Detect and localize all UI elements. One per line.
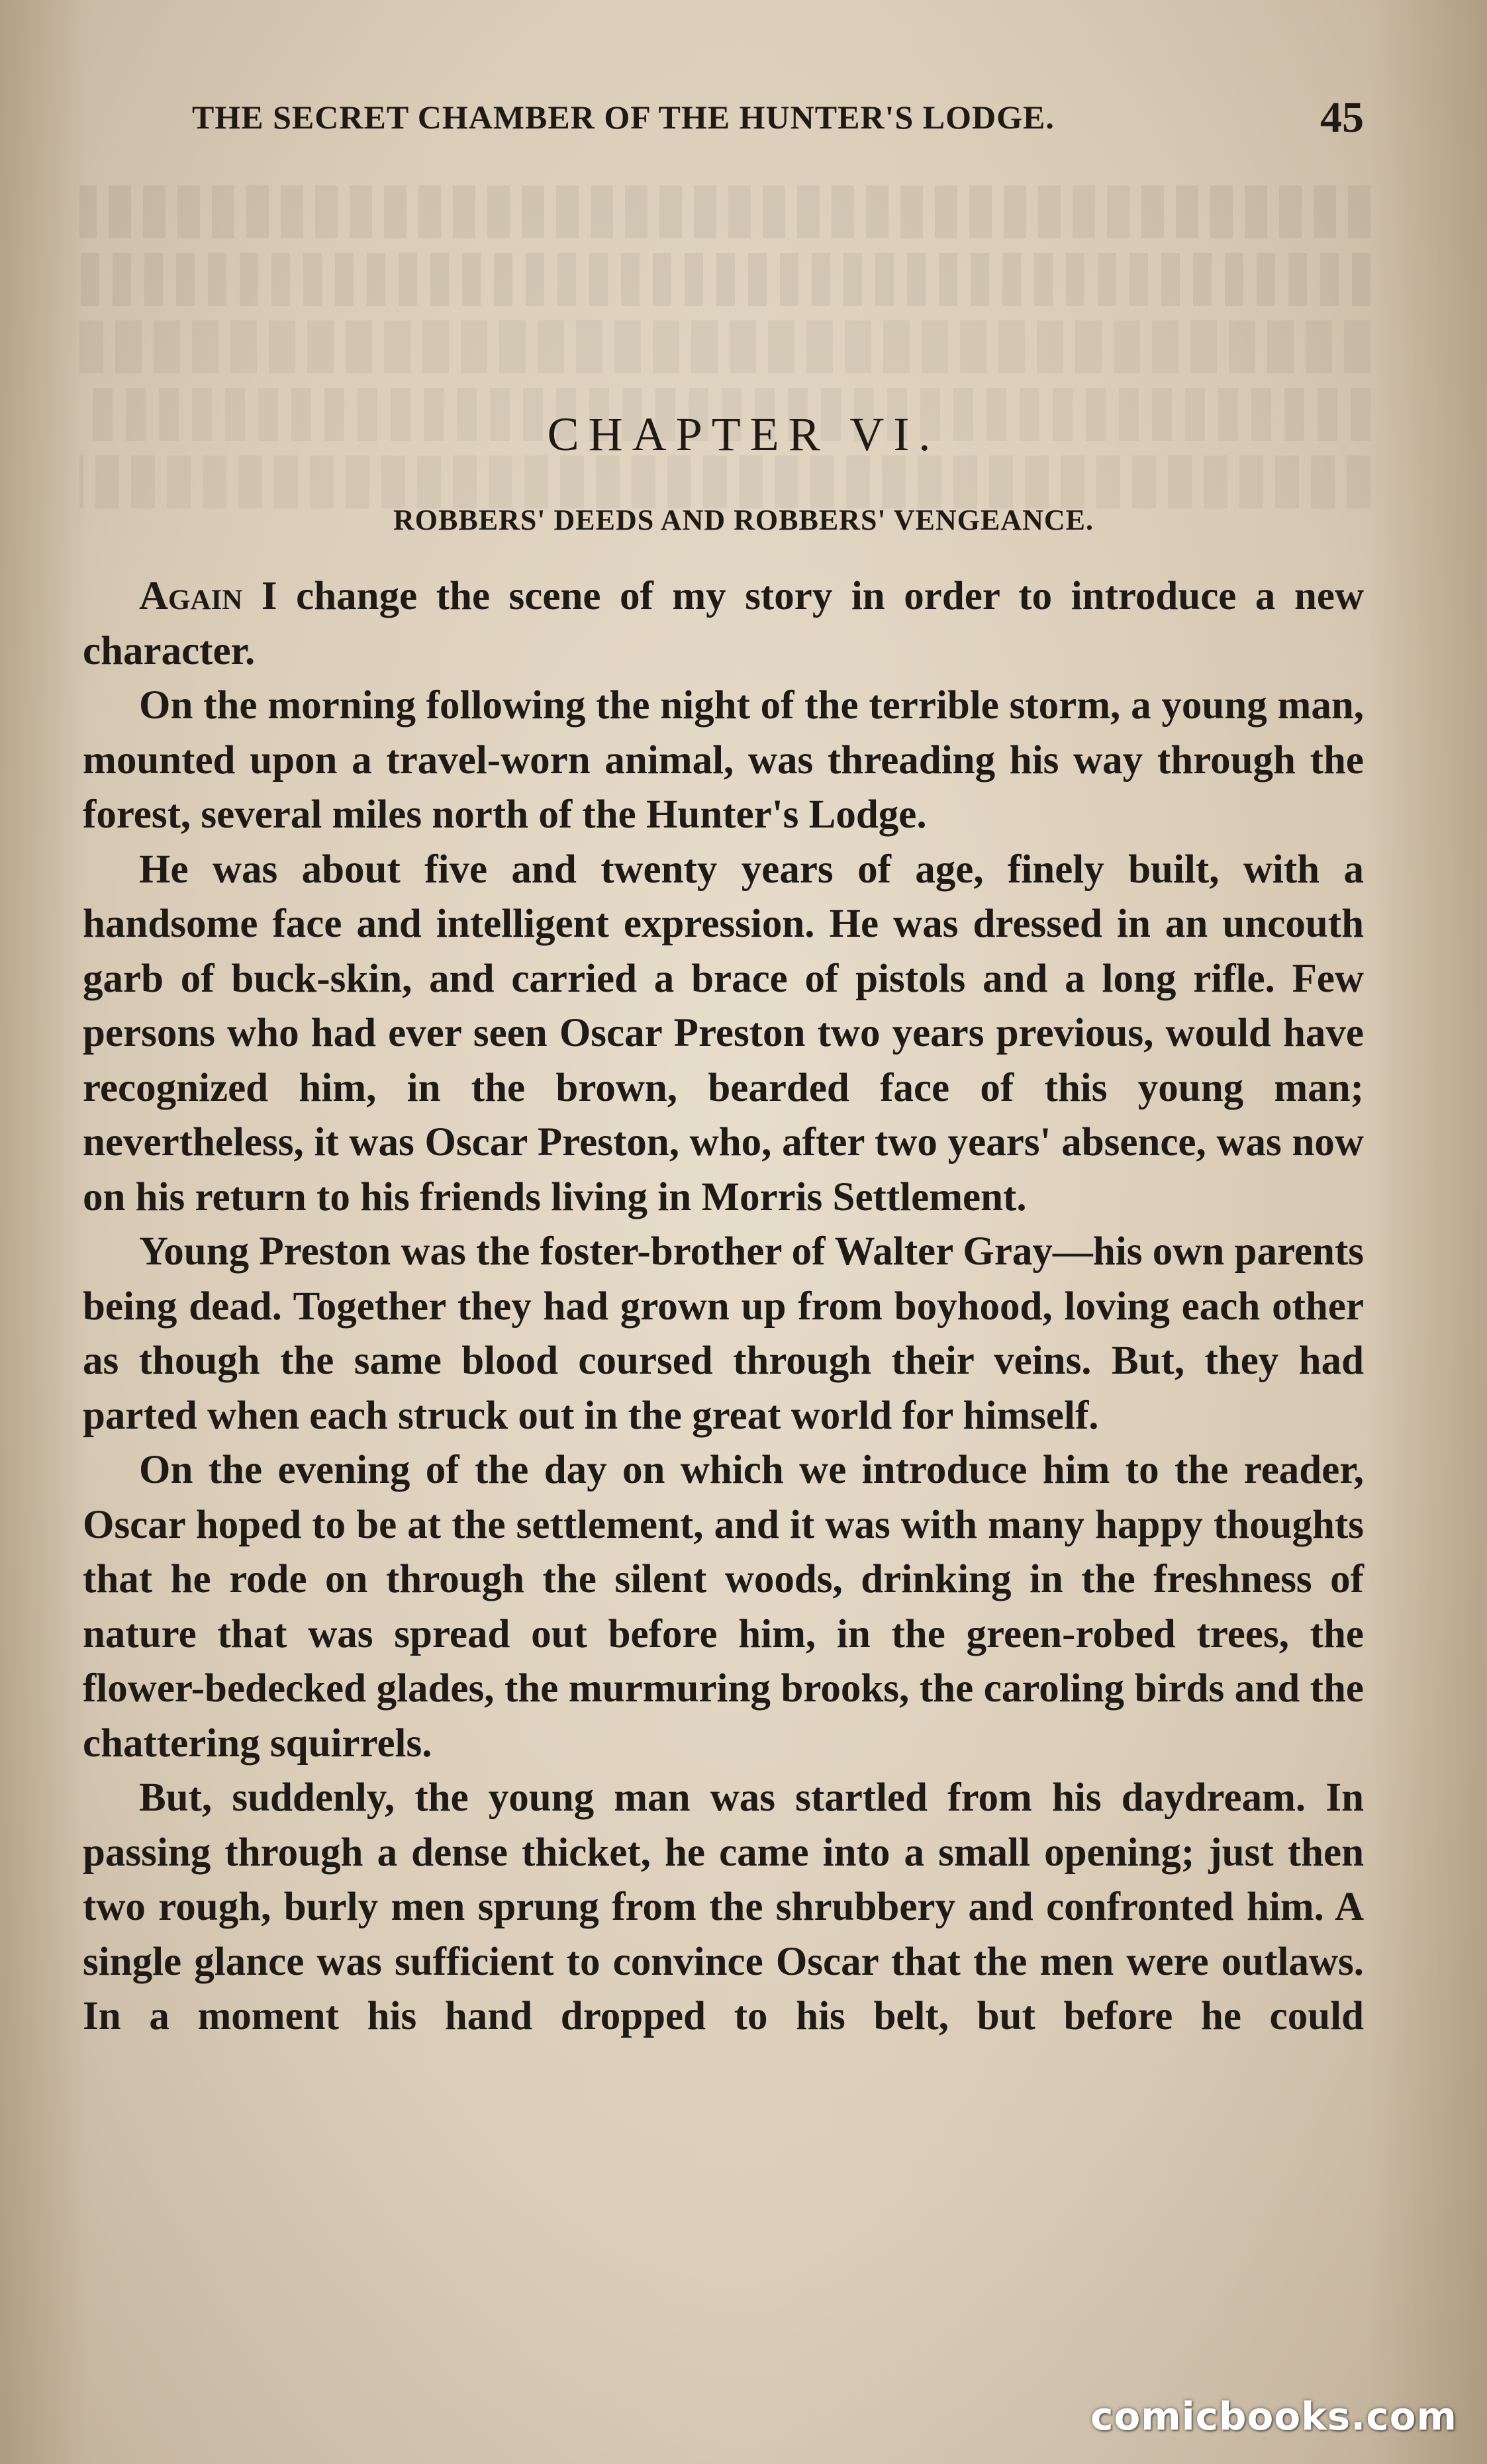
paragraph	[83, 569, 1364, 679]
paragraph-text: I change the scene of my story in order to introduce a new character.	[83, 574, 1364, 673]
page-number: 45	[1320, 93, 1364, 142]
body-text	[83, 569, 1364, 2044]
paragraph	[83, 1771, 1364, 2044]
chapter-title: CHAPTER VI.	[547, 408, 940, 461]
running-header	[192, 93, 1364, 152]
paragraph	[83, 1225, 1364, 1443]
site-watermark: comicbooks.com	[1090, 2394, 1457, 2439]
chapter-subtitle: ROBBERS' DEEDS AND ROBBERS' VENGEANCE.	[393, 504, 1094, 536]
paragraph-text: On the evening of the day on which we introduce him to the reader, Oscar hoped to be at the settlement, and it was with many happy thoughts that he rode on through the silent woods, drinking in the freshness of nature that was spread out before him, in the green-robed trees, the flower-bedecked glades, the murmuring brooks, the caroling birds and the chattering squirrels.	[83, 1448, 1364, 1766]
running-title: THE SECRET CHAMBER OF THE HUNTER'S LODGE.	[192, 99, 1055, 136]
paragraph-text: But, suddenly, the young man was startled from his daydream. In passing through a dense thicket, he came into a small opening; just then two rough, burly men sprung from the shrubbery and confronted him. A single glance was sufficient to convince Oscar that the men were outlaws. In a moment his hand dropped to his belt, but before he could	[83, 1776, 1364, 2038]
paragraph-text: On the morning following the night of the terrible storm, a young man, mounted upon a travel-worn animal, was threading his way through the forest, several miles north of the Hunter's Lodge.	[83, 683, 1364, 837]
paragraph	[83, 843, 1364, 1225]
paragraph	[83, 679, 1364, 843]
paragraph-lead: Again	[139, 574, 243, 618]
paragraph	[83, 1443, 1364, 1771]
paragraph-text: Young Preston was the foster-brother of Walter Gray—his own parents being dead. Together they had grown up from boyhood, loving each other as though the same blood coursed through their veins. But, they had parted when each struck out in the great world for himself.	[83, 1229, 1364, 1438]
paragraph-text: He was about five and twenty years of age, finely built, with a handsome face and intelligent expression. He was dressed in an uncouth garb of buck-skin, and carried a brace of pistols and a long rifle. Few persons who had ever seen Oscar Preston two years previous, would have recognized him, in the brown, bearded face of this young man; nevertheless, it was Oscar Preston, who, after two years' absence, was now on his return to his friends living in Morris Settlement.	[83, 847, 1364, 1219]
